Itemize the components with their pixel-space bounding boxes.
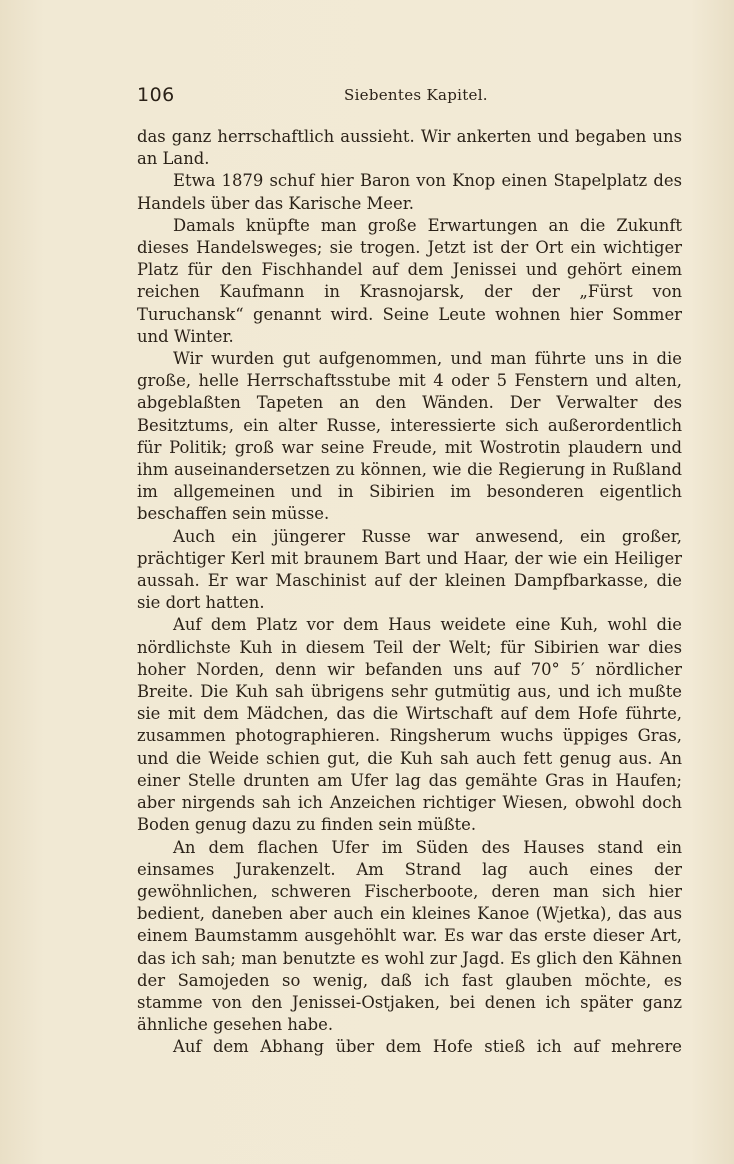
paragraph: Auf dem Platz vor dem Haus weidete eine Kuh, wohl die nördlichste Kuh in diesem Teil der Welt; für Sibirien war dies hoher Norden, denn wir befanden uns auf 70° 5′ nördlicher Breite. Die Kuh sah übrigens sehr gutmütig aus, und ich mußte sie mit dem Mädchen, das die Wirtschaft auf dem Hofe führte, zusammen photographieren. Ringsherum wuchs üppiges Gras, und die Weide schien gut, die Kuh sah auch fett genug aus. An einer Stelle drunten am Ufer lag das gemähte Gras in Haufen; aber nirgends sah ich Anzeichen richtiger Wiesen, obwohl doch Boden genug dazu zu finden sein müßte. [137,615,682,835]
page-header [137,84,682,110]
paragraph: Damals knüpfte man große Erwartungen an die Zukunft dieses Handelsweges; sie trogen. Jetzt ist der Ort ein wichtiger Platz für den Fischhandel auf dem Jenissei und gehört einem reichen Kaufmann in Krasnojarsk, der der „Fürst von Turuchansk“ genannt wird. Seine Leute wohnen hier Sommer und Winter. [137,215,682,346]
paragraph: das ganz herrschaftlich aussieht. Wir ankerten und begaben uns an Land. [137,127,682,169]
paragraph: An dem flachen Ufer im Süden des Hauses stand ein einsames Jurakenzelt. Am Strand lag auch eines der gewöhnlichen, schweren Fischerboote, deren man sich hier bedient, daneben aber auch ein kleines Kanoe (Wjetka), das aus einem Baumstamm ausgehöhlt war. Es war das erste dieser Art, das ich sah; man benutzte es wohl zur Jagd. Es glich den Kähnen der Samojeden so wenig, daß ich fast glauben möchte, es stamme von den Jenissei-Ostjaken, bei denen ich später ganz ähnliche gesehen habe. [137,837,682,1035]
paragraph: Etwa 1879 schuf hier Baron von Knop einen Stapelplatz des Handels über das Karische Meer. [137,171,682,213]
paragraph: Wir wurden gut aufgenommen, und man führte uns in die große, helle Herrschaftsstube mit 4 oder 5 Fenstern und alten, abgeblaßten Tapeten an den Wänden. Der Verwalter des Besitztums, ein alter Russe, interessierte sich außerordentlich für Politik; groß war seine Freude, mit Wostrotin plaudern und ihm auseinandersetzen zu können, wie die Regierung in Rußland im allgemeinen und in Sibirien im besonderen eigentlich beschaffen sein müsse. [137,349,682,524]
body-text [137,126,682,1059]
paragraph: Auch ein jüngerer Russe war anwesend, ein großer, prächtiger Kerl mit braunem Bart und Haar, der wie ein Heiliger aussah. Er war Maschinist auf der kleinen Dampfbarkasse, die sie dort hatten. [137,526,682,613]
paragraph: Auf dem Abhang über dem Hofe stieß ich auf mehrere [173,1037,682,1057]
page-number: 106 [137,84,175,106]
running-head: Siebentes Kapitel. [344,86,488,104]
